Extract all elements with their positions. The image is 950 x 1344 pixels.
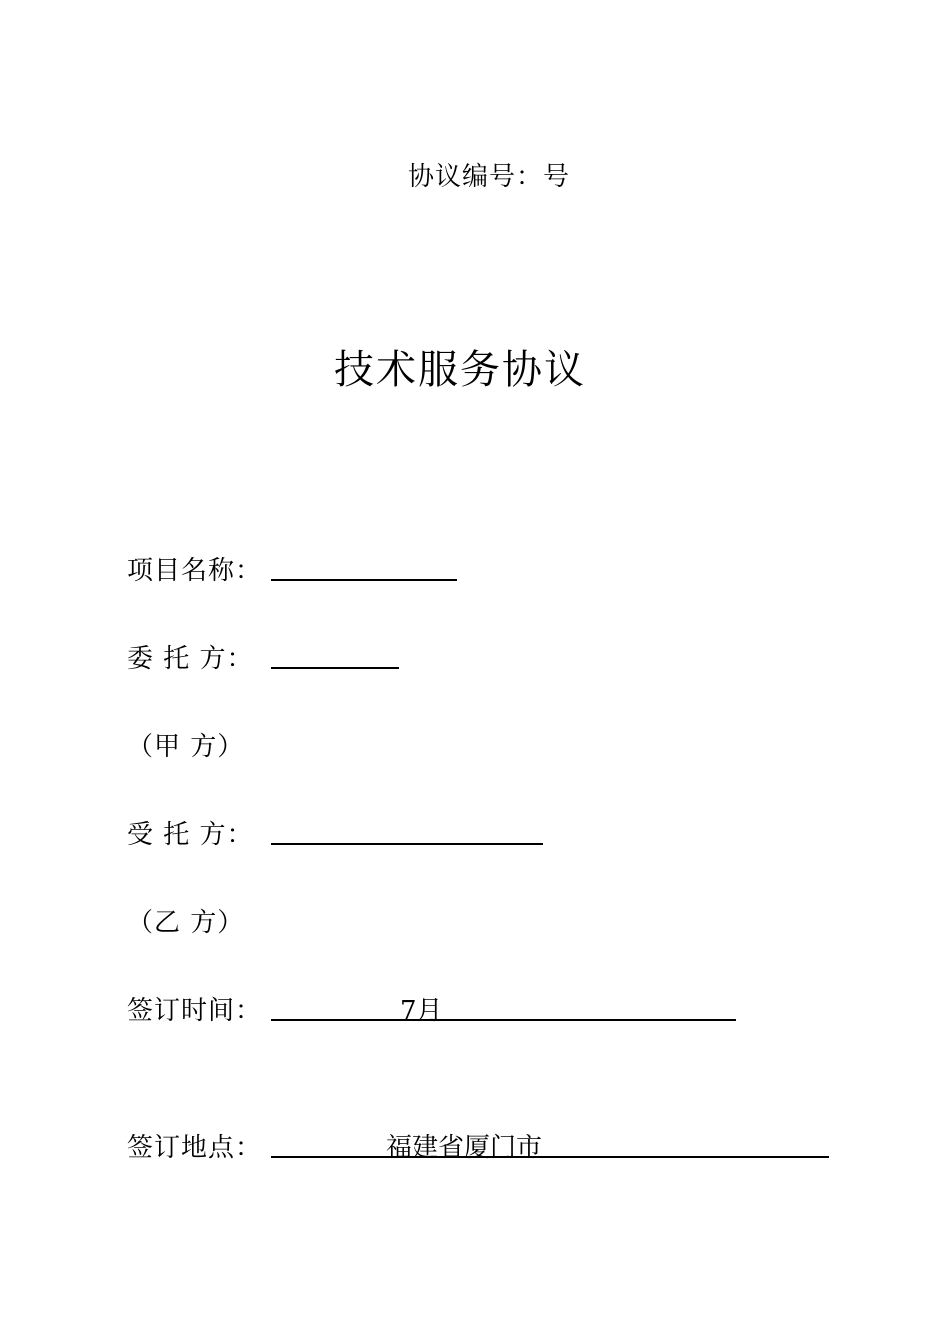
client-blank <box>271 637 399 669</box>
signing-place-label: 签订地点： <box>127 1133 263 1163</box>
party-b-label: （乙 方） <box>127 908 245 938</box>
contractor-label: 受 托 方： <box>127 820 254 850</box>
document-title: 技术服务协议 <box>334 347 586 393</box>
project-name-blank <box>271 549 457 581</box>
project-name-label: 项目名称： <box>127 556 263 586</box>
signing-place-value: 福建省厦门市 <box>386 1133 543 1163</box>
signing-time-label: 签订时间： <box>127 996 263 1026</box>
signing-time-value: 7月 <box>400 996 443 1026</box>
contractor-blank <box>271 813 543 845</box>
signing-place-blank <box>271 1126 829 1158</box>
client-label: 委 托 方： <box>127 644 254 674</box>
agreement-number: 协议编号：号 <box>408 162 571 192</box>
signing-time-blank <box>271 989 736 1021</box>
party-a-label: （甲 方） <box>127 732 245 762</box>
